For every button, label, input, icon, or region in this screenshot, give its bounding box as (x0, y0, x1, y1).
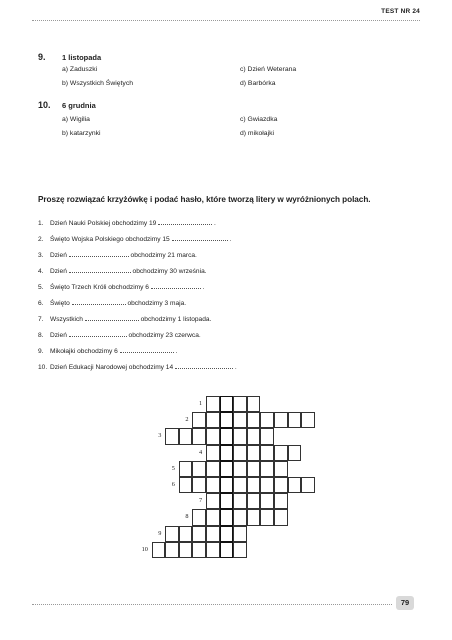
clue-text: . (200, 284, 205, 291)
crossword-cell[interactable] (206, 461, 220, 477)
password-cell[interactable] (220, 412, 234, 428)
clue-number: 4. (38, 268, 44, 275)
answer-blank[interactable] (69, 266, 131, 273)
crossword-cell[interactable] (274, 461, 288, 477)
clue-text: Święto Trzech Króli obchodzimy 6 (50, 284, 151, 291)
answer-blank[interactable] (158, 218, 212, 225)
password-cell[interactable] (220, 493, 234, 509)
crossword-cell[interactable] (260, 461, 274, 477)
row-number: 1 (199, 400, 203, 407)
option-b: b) katarzynki (62, 130, 101, 137)
clue-item (38, 298, 186, 307)
clue-text: . (232, 364, 237, 371)
crossword-cell[interactable] (179, 477, 193, 493)
crossword-cell[interactable] (288, 477, 302, 493)
crossword-cell[interactable] (233, 477, 247, 493)
crossword-cell[interactable] (179, 461, 193, 477)
clue-text: Święto (50, 300, 72, 307)
page-header (32, 8, 420, 36)
option-d: d) mikołajki (240, 130, 274, 137)
row-number: 9 (158, 529, 162, 537)
crossword-cell[interactable] (192, 509, 206, 525)
row-number: 3 (158, 432, 162, 440)
crossword-cell[interactable] (233, 542, 247, 558)
crossword-cell[interactable] (206, 428, 220, 444)
option-c: c) Dzień Weterana (240, 66, 297, 73)
crossword-cell[interactable] (274, 493, 288, 509)
crossword-cell[interactable] (260, 509, 274, 525)
clue-item (38, 250, 197, 259)
clue-item (38, 218, 216, 227)
clue-number: 8. (38, 332, 44, 339)
clue-number: 1. (38, 220, 44, 227)
crossword-cell[interactable] (233, 461, 247, 477)
row-number: 5 (171, 464, 175, 472)
crossword-cell[interactable] (233, 445, 247, 461)
row-number: 7 (199, 497, 203, 505)
option-a: a) Wigilia (62, 116, 90, 123)
clue-item (38, 266, 207, 275)
question-title: 6 grudnia (62, 101, 96, 110)
clue-text: . (212, 220, 216, 227)
crossword-cell[interactable] (247, 445, 261, 461)
password-cell[interactable] (220, 526, 234, 542)
clue-text: obchodzimy 21 marca. (128, 252, 197, 259)
crossword-cell[interactable] (274, 477, 288, 493)
crossword-cell[interactable] (247, 493, 261, 509)
crossword-cell[interactable] (247, 412, 261, 428)
option-a: a) Zaduszki (62, 66, 98, 73)
crossword-cell[interactable] (288, 445, 302, 461)
crossword-cell[interactable] (192, 526, 206, 542)
row-number: 8 (185, 513, 189, 521)
clue-text: Mikołajki obchodzimy 6 (50, 348, 120, 355)
clue-item (38, 314, 211, 323)
crossword-cell[interactable] (206, 396, 220, 412)
clue-item (38, 330, 201, 339)
clue-text: Dzień (50, 268, 69, 275)
crossword-cell[interactable] (192, 428, 206, 444)
crossword-cell[interactable] (233, 412, 247, 428)
crossword-cell[interactable] (260, 493, 274, 509)
clue-number: 7. (38, 316, 44, 323)
crossword-cell[interactable] (165, 526, 179, 542)
crossword-cell[interactable] (247, 396, 261, 412)
crossword-cell[interactable] (260, 477, 274, 493)
crossword-cell[interactable] (192, 461, 206, 477)
clue-text: Dzień Nauki Polskiej obchodzimy 19 (50, 220, 159, 227)
crossword-cell[interactable] (274, 445, 288, 461)
password-cell[interactable] (220, 477, 234, 493)
crossword-cell[interactable] (206, 509, 220, 525)
crossword-cell[interactable] (206, 477, 220, 493)
answer-blank[interactable] (85, 314, 139, 321)
password-cell[interactable] (220, 542, 234, 558)
clue-item (38, 346, 177, 355)
clue-number: 3. (38, 252, 44, 259)
crossword-cell[interactable] (288, 412, 302, 428)
answer-blank[interactable] (151, 282, 201, 289)
crossword-cell[interactable] (192, 477, 206, 493)
password-cell[interactable] (220, 509, 234, 525)
clue-number: 5. (38, 284, 44, 291)
option-b: b) Wszystkich Świętych (62, 80, 134, 87)
clue-text: Dzień Edukacji Narodowej obchodzimy 14 (50, 364, 175, 371)
answer-blank[interactable] (72, 298, 126, 305)
option-c: c) Gwiazdka (240, 116, 278, 123)
crossword-cell[interactable] (206, 526, 220, 542)
clue-item (38, 362, 237, 371)
answer-blank[interactable] (175, 362, 233, 369)
crossword-cell[interactable] (206, 542, 220, 558)
crossword-cell[interactable] (247, 509, 261, 525)
clue-text: . (227, 236, 232, 243)
header-divider (32, 20, 420, 21)
row-number: 4 (199, 448, 203, 456)
clue-text: Dzień (50, 252, 69, 259)
crossword-cell[interactable] (165, 542, 179, 558)
clue-item (38, 282, 204, 291)
clue-text: Dzień (50, 332, 69, 339)
test-number: TEST NR 24 (381, 8, 420, 15)
password-cell[interactable] (220, 461, 234, 477)
crossword-cell[interactable] (206, 445, 220, 461)
crossword-cell[interactable] (233, 493, 247, 509)
clue-number: 2. (38, 236, 44, 243)
crossword-cell[interactable] (260, 428, 274, 444)
crossword-cell[interactable] (260, 412, 274, 428)
crossword-cell[interactable] (152, 542, 166, 558)
crossword-cell[interactable] (274, 412, 288, 428)
clue-text: obchodzimy 1 listopada. (138, 316, 212, 323)
crossword-cell[interactable] (233, 526, 247, 542)
crossword-cell[interactable] (247, 461, 261, 477)
question-number: 9. (38, 52, 46, 62)
clue-item (38, 234, 231, 243)
crossword-cell[interactable] (179, 542, 193, 558)
crossword-instruction: Proszę rozwiązać krzyżówkę i podać hasło, które tworzą litery w wyróżnionych polach. (38, 195, 371, 204)
clue-text: Święto Wojska Polskiego obchodzimy 15 (50, 236, 172, 243)
clue-text: Wszystkich (50, 316, 85, 323)
crossword-cell[interactable] (233, 509, 247, 525)
page-number: 79 (396, 596, 414, 610)
answer-blank[interactable] (69, 330, 127, 337)
clue-text: . (173, 348, 178, 355)
row-number: 6 (171, 481, 175, 488)
answer-blank[interactable] (172, 234, 228, 241)
option-d: d) Barbórka (240, 80, 276, 87)
crossword-cell[interactable] (247, 477, 261, 493)
crossword-cell[interactable] (260, 445, 274, 461)
password-cell[interactable] (220, 445, 234, 461)
row-number: 10 (141, 545, 148, 553)
clue-number: 10. (38, 364, 48, 371)
crossword-cell[interactable] (233, 428, 247, 444)
crossword-cell[interactable] (192, 412, 206, 428)
crossword-cell[interactable] (165, 428, 179, 444)
clue-text: obchodzimy 23 czerwca. (126, 332, 201, 339)
password-cell[interactable] (220, 396, 234, 412)
crossword-cell[interactable] (206, 493, 220, 509)
crossword-cell[interactable] (301, 477, 315, 493)
row-number: 2 (185, 416, 189, 424)
clue-number: 6. (38, 300, 44, 307)
answer-blank[interactable] (69, 250, 129, 257)
clue-text: obchodzimy 3 maja. (125, 300, 187, 307)
answer-blank[interactable] (120, 346, 174, 353)
crossword-cell[interactable] (179, 526, 193, 542)
crossword-cell[interactable] (247, 428, 261, 444)
crossword-cell[interactable] (206, 412, 220, 428)
question-number: 10. (38, 100, 51, 110)
crossword-cell[interactable] (274, 509, 288, 525)
crossword-cell[interactable] (192, 542, 206, 558)
crossword-cell[interactable] (179, 428, 193, 444)
clue-text: obchodzimy 30 września. (130, 268, 207, 275)
crossword-cell[interactable] (301, 412, 315, 428)
question-title: 1 listopada (62, 53, 102, 62)
password-cell[interactable] (220, 428, 234, 444)
clue-number: 9. (38, 348, 44, 355)
footer-divider (32, 604, 392, 605)
crossword-cell[interactable] (233, 396, 247, 412)
